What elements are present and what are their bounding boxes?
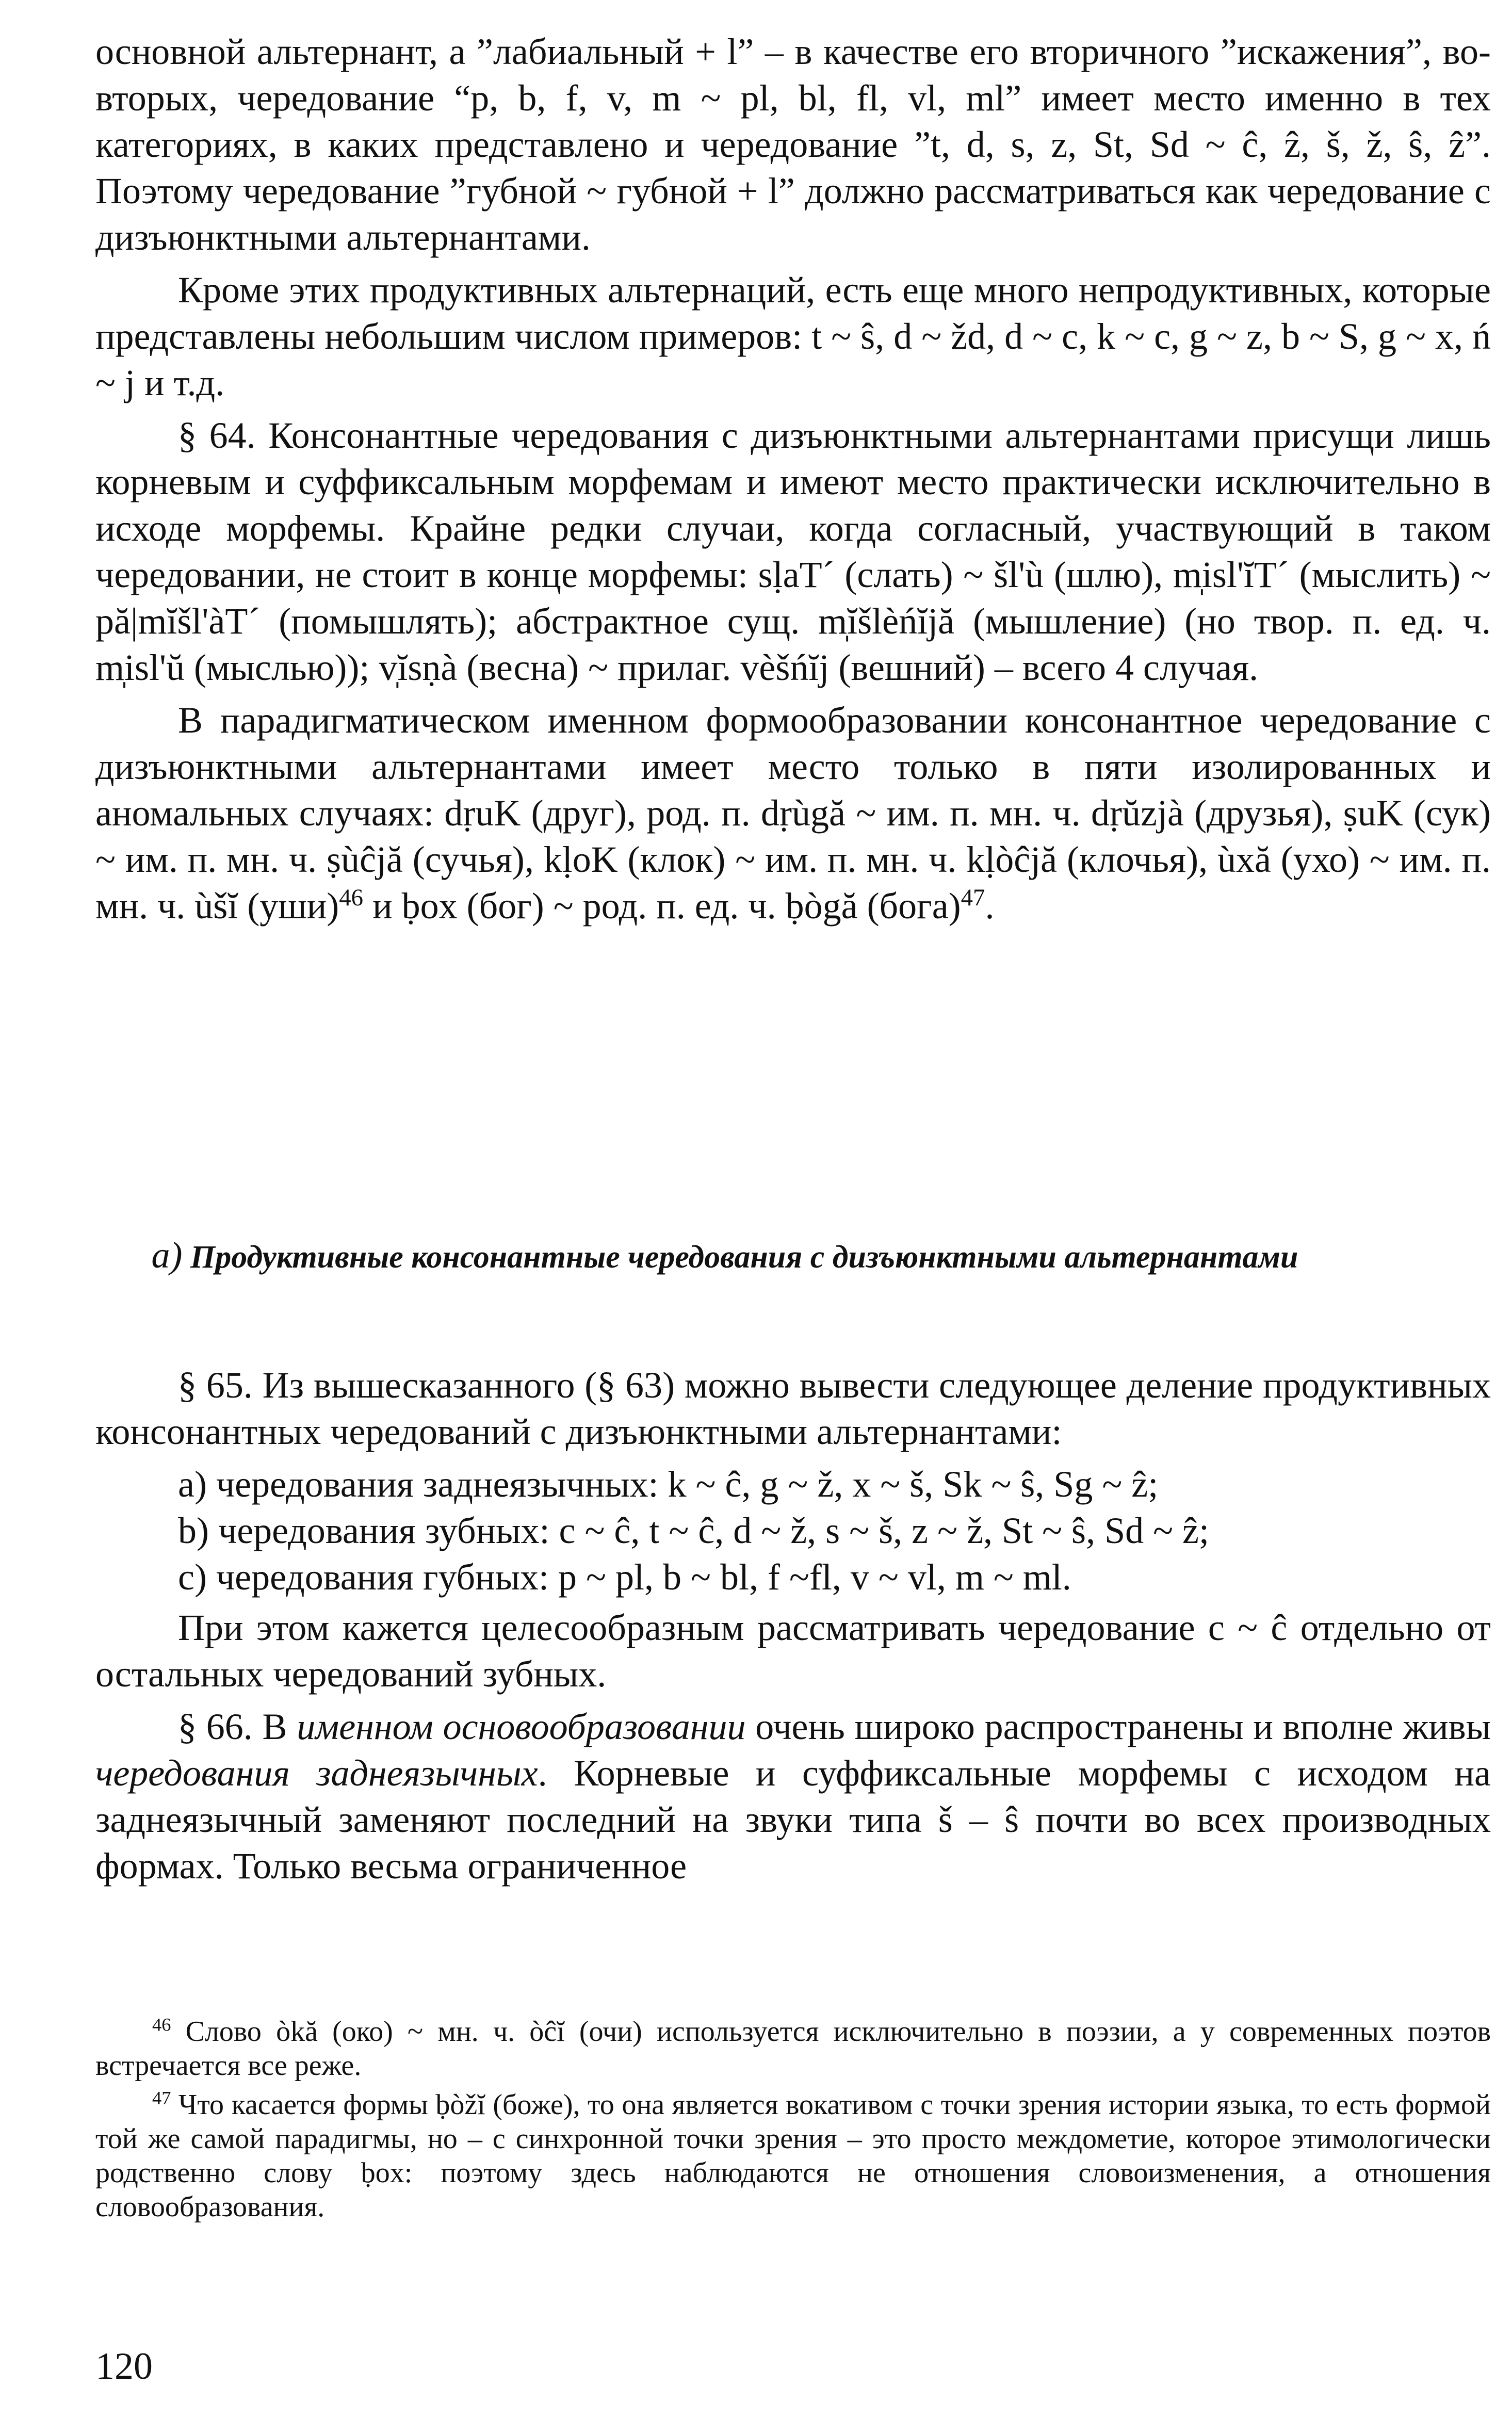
paragraph-section-65: § 65. Из вышесказанного (§ 63) можно вывести следующее деление продуктивных консонантных чередований с дизъюнктными альтернантами:	[95, 1365, 1491, 1452]
paragraph-4: В парадигматическом именном формообразовании консонантное чередование с дизъюнктными альтернантами имеет место только в пяти изолированных и аномальных случаях: dṛuK (друг), род. п. dṛùgă ~ им. п. мн. ч. dṛŭzjà (друзья), ṣuK (сук) ~ им. п. мн. ч. ṣùĉjă (сучья), kḷoK (клок) ~ им. п. мн. ч. kḷòĉjă (клочья), ùxă (ухо) ~ им. п. мн. ч. ùšĭ (уши)$^{46}$ и ḅox (бог) ~ род. п. ед. ч. ḅògă (бога)$^{47}$.	[95, 700, 1491, 927]
alternation-list	[95, 1461, 1491, 1600]
list-item: b) чередования зубных: c ~ ĉ, t ~ ĉ, d ~ ž, s ~ š, z ~ ž, St ~ ŝ, Sd ~ ẑ;	[178, 1510, 1210, 1551]
paragraph-2: Кроме этих продуктивных альтернаций, есть еще много непродуктивных, которые представлены небольшим числом примеров: t ~ ŝ, d ~ žd, d ~ c, k ~ c, g ~ z, b ~ S, g ~ x, ń ~ j и т.д.	[95, 269, 1491, 403]
paragraph-after-list: При этом кажется целесообразным рассматривать чередование c ~ ĉ отдельно от остальных чередований зубных.	[95, 1607, 1491, 1695]
paragraph-section-66: § 66. В именном основообразовании очень широко распространены и вполне живы чередования заднеязычных. Корневые и суффиксальные морфемы с исходом на заднеязычный заменяют последний на звуки типа š – ŝ почти во всех производных формах. Только весьма ограниченное	[95, 1706, 1491, 1887]
footnote-ref-46: 46	[339, 884, 364, 911]
footnote-ref-47: 47	[961, 884, 985, 911]
footnotes	[95, 2015, 1491, 2229]
main-text-top	[95, 28, 1491, 935]
page-number: 120	[95, 2345, 153, 2388]
heading-marker: a)	[151, 1235, 183, 1276]
list-item: c) чередования губных: p ~ pl, b ~ bl, f ~fl, v ~ vl, m ~ ml.	[178, 1556, 1071, 1598]
footnote-46: $^{46}$ Слово òkă (око) ~ мн. ч. òĉĭ (очи) используется исключительно в поэзии, а у современных поэтов встречается все реже.	[95, 2014, 1491, 2082]
paragraph-section-64: § 64. Консонантные чередования с дизъюнктными альтернантами присущи лишь корневым и суффиксальным морфемам и имеют место практически исключительно в исходе морфемы. Крайне редки случаи, когда согласный, участвующий в таком чередовании, не стоит в конце морфемы: sḷaT´ (слать) ~ šl'ù (шлю), m̩isl'ĭT´ (мыслить) ~ pă|mĭšl'àT´ (помышлять); абстрактное сущ. m̩ĭšlèńĭjă (мышление) (но твор. п. ед. ч. m̩isl'ŭ (мыслью)); v̩ĭsṇà (весна) ~ прилаг. vèšńĭj (вешний) – всего 4 случая.	[95, 415, 1491, 688]
paragraph-1: основной альтернант, а ”лабиальный + l” – в качестве его вторичного ”искажения”, во-вторых, чередование “p, b, f, v, m ~ pl, bl, fl, vl, ml” имеет место именно в тех категориях, в каких представлено и чередование ”t, d, s, z, St, Sd ~ ĉ, ẑ, š, ž, ŝ, ẑ”. Поэтому чередование ”губной ~ губной + l” должно рассматриваться как чередование с дизъюнктными альтернантами.	[95, 31, 1491, 258]
section-heading	[121, 1230, 1328, 1282]
main-text-bottom	[95, 1362, 1491, 1895]
footnote-47: $^{47}$ Что касается формы ḅòžĭ (боже), то она является вокативом с точки зрения истории языка, то есть формой той же самой парадигмы, но – с синхронной точки зрения – это просто междометие, которое этимологически родственно слову ḅox: поэтому здесь наблюдаются не отношения словоизменения, а отношения словообразования.	[95, 2087, 1491, 2223]
list-item: a) чередования заднеязычных: k ~ ĉ, g ~ ž, x ~ š, Sk ~ ŝ, Sg ~ ẑ;	[178, 1464, 1159, 1505]
heading-text: Продуктивные консонантные чередования с дизъюнктными альтернантами	[190, 1240, 1298, 1275]
